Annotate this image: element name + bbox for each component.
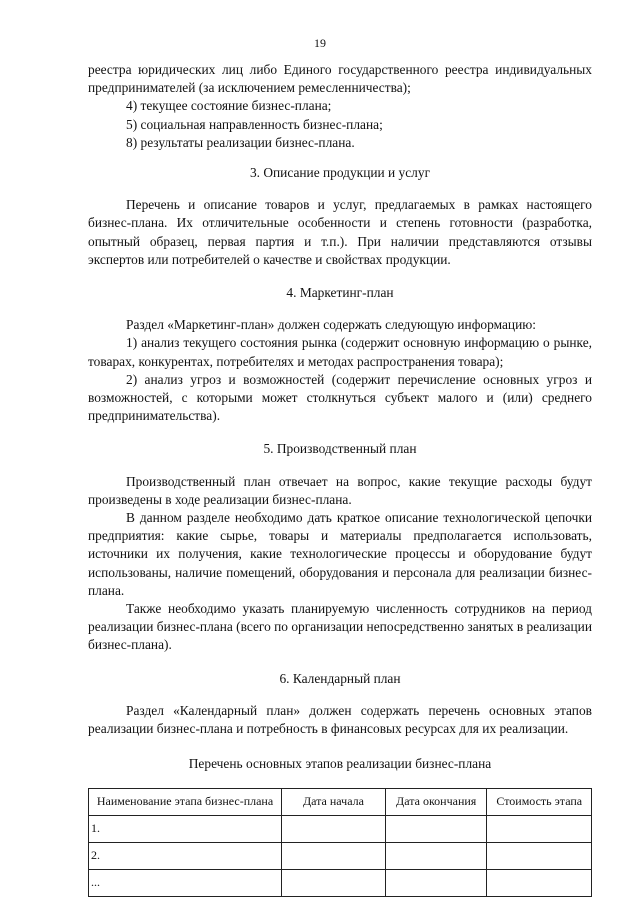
list-item: 4) текущее состояние бизнес-плана; (126, 98, 332, 114)
stages-table (88, 788, 592, 897)
section-heading-marketing: 4. Маркетинг-план (286, 285, 394, 301)
paragraph: 1) анализ текущего состояния рынка (содержит основную информацию о рынке, товарах, конкурентах, потребителях и методах распространения товара); (88, 335, 592, 369)
section-heading-calendar: 6. Календарный план (279, 670, 401, 686)
section-heading-production: 5. Производственный план (263, 441, 417, 457)
table-cell (282, 842, 386, 869)
column-header: Дата окончания (385, 788, 487, 815)
paragraph: Раздел «Календарный план» должен содержать перечень основных этапов реализации бизнес-плана и потребность в финансовых ресурсах для их реализации. (88, 702, 592, 737)
column-header: Наименование этапа бизнес-плана (89, 788, 282, 815)
list-item: 8) результаты реализации бизнес-плана. (126, 134, 355, 150)
paragraph: Перечень и описание товаров и услуг, предлагаемых в рамках настоящего бизнес-плана. Их отличительные особенности и степень готовности (разработка, опытный образец, первая партия и т.п.). При наличии представляются отзывы экспертов или потребителей о качестве и свойствах продукции. (88, 197, 592, 267)
page-number: 19 (314, 36, 326, 50)
paragraph: В данном разделе необходимо дать краткое описание технологической цепочки предприятия: какие сырье, товары и материалы предполагается использовать, источники их получения, какие технологические процессы и оборудование будут использованы, наличие помещений, оборудования и персонала для реализации бизнес-плана. (88, 510, 592, 598)
table-cell (487, 842, 592, 869)
table-cell (385, 869, 487, 896)
paragraph: 2) анализ угроз и возможностей (содержит перечисление основных угроз и возможностей, с которыми может столкнуться субъект малого и (или) среднего предпринимательства). (88, 371, 592, 424)
table-cell (487, 815, 592, 842)
table-row (89, 815, 592, 842)
table-cell (385, 842, 487, 869)
column-header: Дата начала (282, 788, 386, 815)
table-row (89, 869, 592, 896)
paragraph: Производственный план отвечает на вопрос, какие текущие расходы будут произведены в ходе реализации бизнес-плана. (88, 473, 592, 507)
table-cell (282, 815, 386, 842)
table-cell (385, 815, 487, 842)
list-item: 5) социальная направленность бизнес-плана; (126, 116, 383, 132)
section-heading-products: 3. Описание продукции и услуг (249, 165, 431, 181)
table-cell: 1. (89, 815, 282, 842)
table-header-row (89, 788, 592, 815)
paragraph: Раздел «Маркетинг-план» должен содержать следующую информацию: (126, 317, 536, 333)
table-cell (282, 869, 386, 896)
table-cell: 2. (89, 842, 282, 869)
continued-paragraph: реестра юридических лиц либо Единого государственного реестра индивидуальных предпринимателей (за исключением ремесленничества); (88, 62, 592, 96)
column-header: Стоимость этапа (487, 788, 592, 815)
table-cell: ... (89, 869, 282, 896)
paragraph: Также необходимо указать планируемую численность сотрудников на период реализации бизнес-плана (всего по организации непосредственно занятых в реализации бизнес-плана). (88, 601, 592, 653)
table-row (89, 842, 592, 869)
table-title: Перечень основных этапов реализации бизнес-плана (188, 756, 492, 772)
document-body (88, 61, 592, 897)
table-cell (487, 869, 592, 896)
